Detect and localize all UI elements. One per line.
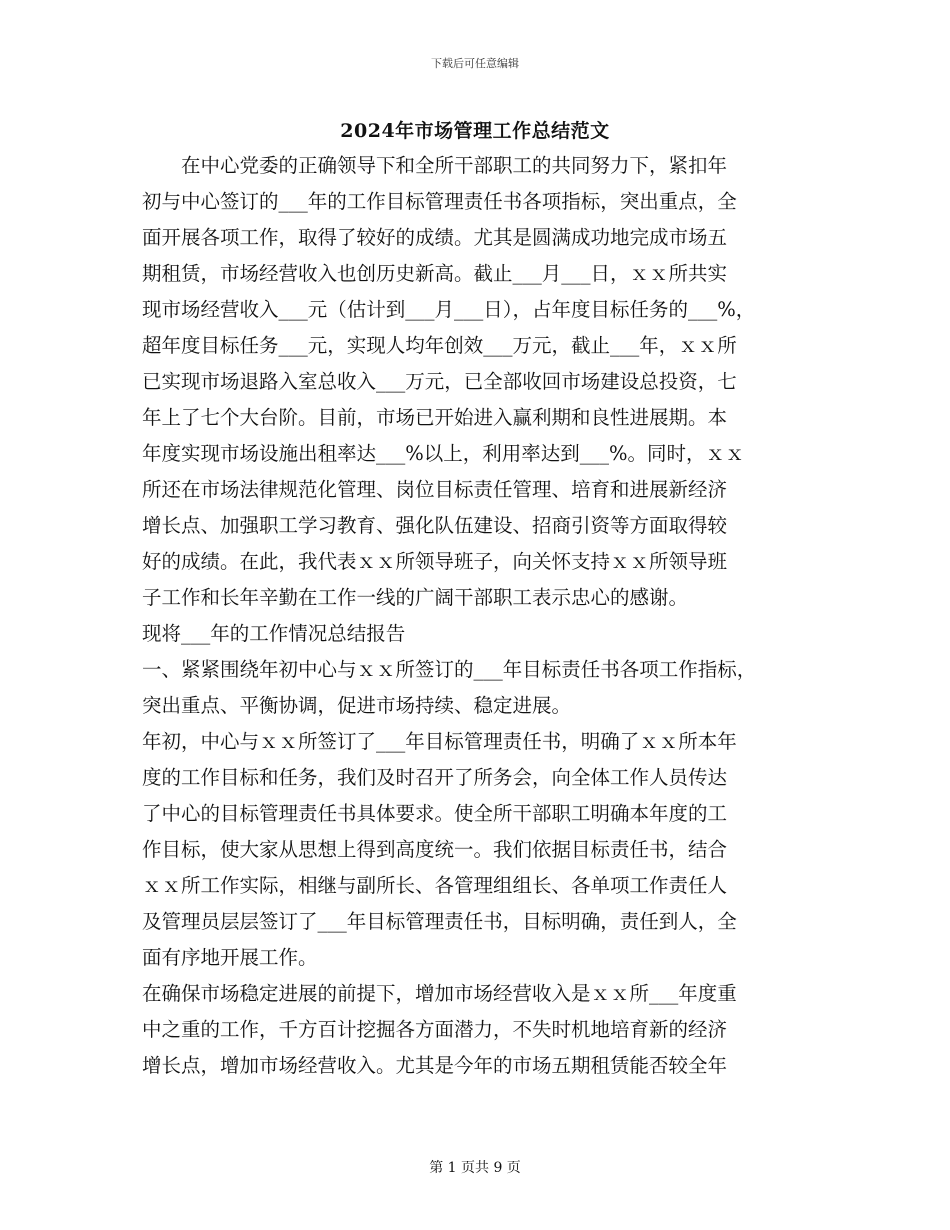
paragraph-line: 子工作和长年辛勤在工作一线的广阔干部职工表示忠心的感谢。	[142, 586, 689, 609]
paragraph-line: 面开展各项工作，取得了较好的成绩。尤其是圆满成功地完成市场五	[142, 226, 728, 249]
section-heading-line: 一、紧紧围绕年初中心与ｘｘ所签订的___年目标责任书各项工作指标，	[142, 658, 757, 681]
paragraph-line: 现市场经营收入___元（估计到___月___日），占年度目标任务的___%，	[142, 298, 756, 321]
paragraph-line: 了中心的目标管理责任书具体要求。使全所干部职工明确本年度的工	[142, 802, 728, 825]
page-number-footer: 第 1 页共 9 页	[429, 1160, 521, 1176]
paragraph-line: ｘｘ所工作实际，相继与副所长、各管理组组长、各单项工作责任人	[142, 874, 728, 897]
paragraph-line: 面有序地开展工作。	[142, 946, 318, 969]
section-heading-line: 突出重点、平衡协调，促进市场持续、稳定进展。	[142, 694, 572, 717]
paragraph-line: 期租赁，市场经营收入也创历史新高。截止___月___日，ｘｘ所共实	[142, 262, 728, 285]
paragraph-line: 在确保市场稳定进展的前提下，增加市场经营收入是ｘｘ所___年度重	[142, 982, 737, 1005]
paragraph-line: 度的工作目标和任务，我们及时召开了所务会，向全体工作人员传达	[142, 766, 728, 789]
paragraph-line: 作目标，使大家从思想上得到高度统一。我们依据目标责任书，结合	[142, 838, 728, 861]
paragraph-line: 超年度目标任务___元，实现人均年创效___万元，截止___年，ｘｘ所	[142, 334, 737, 357]
paragraph-line: 年初，中心与ｘｘ所签订了___年目标管理责任书，明确了ｘｘ所本年	[142, 730, 737, 753]
paragraph-line: 增长点，增加市场经营收入。尤其是今年的市场五期租赁能否较全年	[142, 1054, 728, 1077]
document-body	[142, 148, 812, 1084]
paragraph-line: 所还在市场法律规范化管理、岗位目标责任管理、培育和进展新经济	[142, 478, 728, 501]
paragraph-line: 现将___年的工作情况总结报告	[142, 622, 406, 645]
document-title: 2024年市场管理工作总结范文	[340, 120, 610, 142]
paragraph-line: 年度实现市场设施出租率达___%以上，利用率达到___%。同时，ｘｘ	[142, 442, 745, 465]
paragraph-line: 中之重的工作，千方百计挖掘各方面潜力，不失时机地培育新的经济	[142, 1018, 728, 1041]
paragraph-line: 初与中心签订的___年的工作目标管理责任书各项指标，突出重点，全	[142, 190, 737, 213]
paragraph-line: 好的成绩。在此，我代表ｘｘ所领导班子，向关怀支持ｘｘ所领导班	[142, 550, 728, 573]
paragraph-line: 年上了七个大台阶。目前，市场已开始进入赢利期和良性进展期。本	[142, 406, 728, 429]
paragraph-line: 及管理员层层签订了___年目标管理责任书，目标明确，责任到人，全	[142, 910, 737, 933]
download-note: 下载后可任意编辑	[431, 57, 519, 70]
paragraph-line: 在中心党委的正确领导下和全所干部职工的共同努力下，紧扣年	[142, 154, 728, 177]
paragraph-line: 已实现市场退路入室总收入___万元，已全部收回市场建设总投资，七	[142, 370, 737, 393]
paragraph-line: 增长点、加强职工学习教育、强化队伍建设、招商引资等方面取得较	[142, 514, 728, 537]
